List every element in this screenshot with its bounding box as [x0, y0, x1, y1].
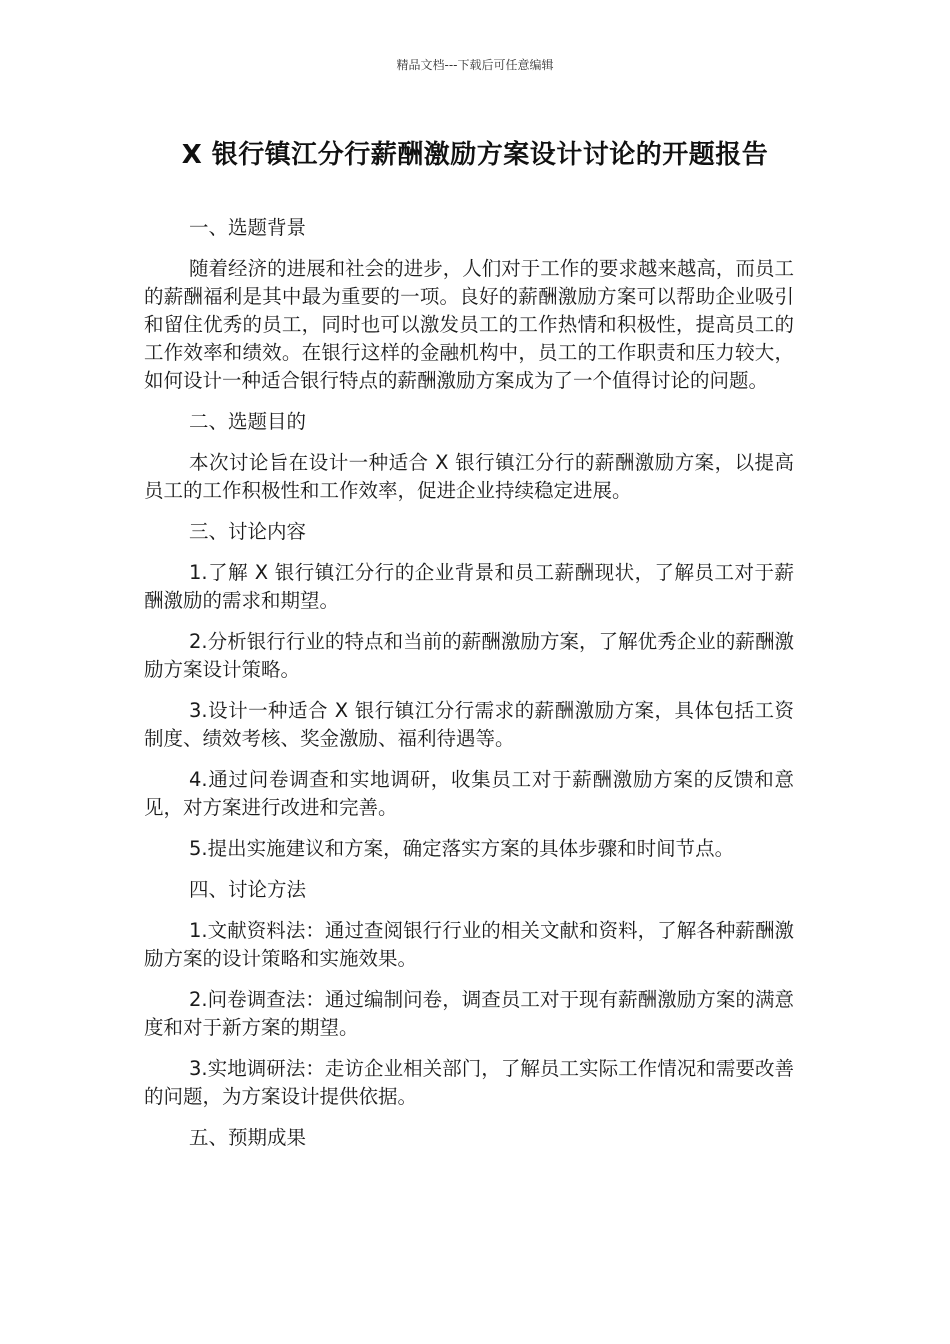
method-item-2: 2.问卷调查法：通过编制问卷，调查员工对于现有薪酬激励方案的满意度和对于新方案的期望。	[144, 988, 794, 1039]
section-heading-background: 一、选题背景	[189, 216, 307, 239]
content-item-5: 5.提出实施建议和方案，确定落实方案的具体步骤和时间节点。	[189, 837, 735, 860]
content-item-2: 2.分析银行行业的特点和当前的薪酬激励方案，了解优秀企业的薪酬激励方案设计策略。	[144, 630, 794, 681]
method-item-1: 1.文献资料法：通过查阅银行行业的相关文献和资料，了解各种薪酬激励方案的设计策略和实施效果。	[144, 919, 794, 970]
paragraph-background: 随着经济的进展和社会的进步，人们对于工作的要求越来越高，而员工的薪酬福利是其中最为重要的一项。良好的薪酬激励方案可以帮助企业吸引和留住优秀的员工，同时也可以激发员工的工作热情和积极性，提高员工的工作效率和绩效。在银行这样的金融机构中，员工的工作职责和压力较大，如何设计一种适合银行特点的薪酬激励方案成为了一个值得讨论的问题。	[144, 257, 794, 392]
paragraph-purpose: 本次讨论旨在设计一种适合 X 银行镇江分行的薪酬激励方案，以提高员工的工作积极性和工作效率，促进企业持续稳定进展。	[144, 451, 794, 502]
content-item-1: 1.了解 X 银行镇江分行的企业背景和员工薪酬现状，了解员工对于薪酬激励的需求和期望。	[144, 561, 794, 612]
content-item-4: 4.通过问卷调查和实地调研，收集员工对于薪酬激励方案的反馈和意见，对方案进行改进和完善。	[144, 768, 794, 819]
method-item-3: 3.实地调研法：走访企业相关部门，了解员工实际工作情况和需要改善的问题，为方案设计提供依据。	[144, 1057, 794, 1108]
section-heading-methods: 四、讨论方法	[189, 878, 307, 901]
document-body	[144, 214, 794, 1165]
document-title: X 银行镇江分行薪酬激励方案设计讨论的开题报告	[181, 140, 769, 170]
section-heading-content: 三、讨论内容	[189, 520, 307, 543]
section-heading-purpose: 二、选题目的	[189, 410, 307, 433]
content-item-3: 3.设计一种适合 X 银行镇江分行需求的薪酬激励方案，具体包括工资制度、绩效考核、奖金激励、福利待遇等。	[144, 699, 794, 750]
section-heading-expected-results: 五、预期成果	[189, 1126, 307, 1149]
header-note: 精品文档---下载后可任意编辑	[396, 58, 554, 72]
